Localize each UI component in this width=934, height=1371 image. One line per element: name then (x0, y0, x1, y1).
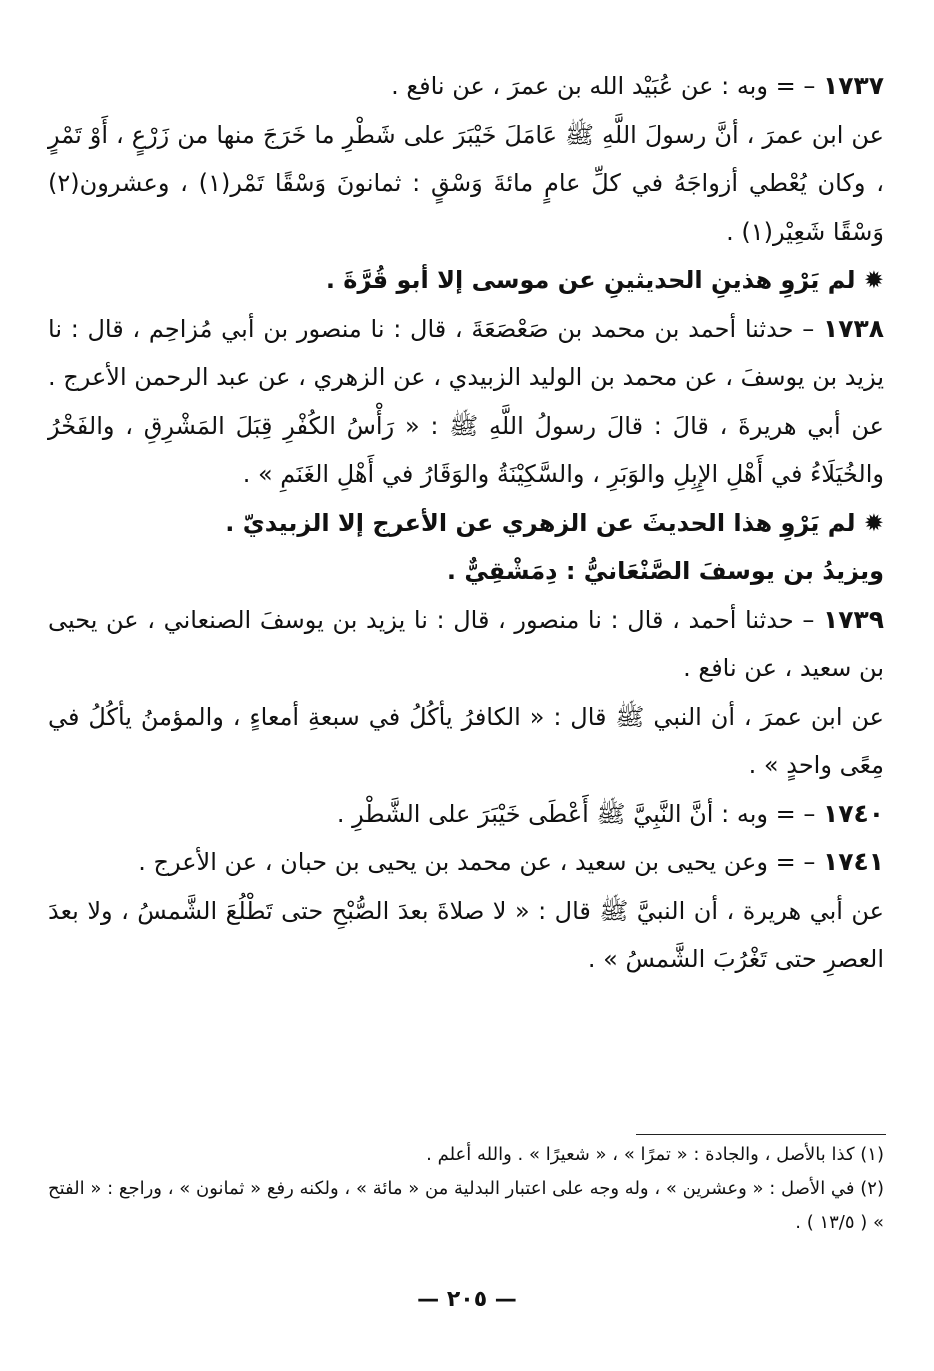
hadith-number: ١٧٣٨ (822, 313, 884, 343)
commentary-note: ويزيدُ بن يوسفَ الصَّنْعَانيُّ : دِمَشْقِيٌّ . (446, 557, 884, 585)
hadith-number: ١٧٣٩ (822, 604, 884, 634)
hadith-chain: – = وعن يحيى بن سعيد ، عن محمد بن يحيى بن حبان ، عن الأعرج . (138, 848, 823, 876)
hadith-1740-header (48, 790, 884, 839)
hadith-1741-text: عن أبي هريرة ، أن النبيَّ ﷺ قال : « لا صلاةَ بعدَ الصُّبْحِ حتى تَطْلُعَ الشَّمسُ ، ولا بعدَ العصرِ حتى تَغْرُبَ الشَّمسُ » . (48, 896, 884, 973)
page-body (48, 62, 884, 984)
hadith-chain: – حدثنا أحمد ، قال : نا منصور ، قال : نا يزيد بن يوسفَ الصنعاني ، عن يحيى بن سعيد ، عن نافع . (48, 605, 884, 682)
hadith-chain: – = وبه : أنَّ النَّبِيَّ ﷺ أَعْطَى خَيْبَرَ على الشَّطْرِ . (336, 799, 823, 828)
hadith-1737-text: عن ابن عمرَ ، أنَّ رسولَ اللَّهِ ﷺ عَامَلَ خَيْبَرَ على شَطْرِ ما خَرَجَ منها من زَرْعٍ ، أَوْ تَمْرٍ ، وكان يُعْطي أزواجَهُ في كلِّ عامٍ مائةَ وَسْقٍ : ثمانونَ وَسْقًا تَمْر(١) ، وعشرون(٢) وَسْقًا شَعِيْر(١) . (48, 120, 884, 246)
page-number: — ٢٠٥ — (417, 1287, 517, 1312)
hadith-1739-header (48, 596, 884, 693)
hadith-chain: – حدثنا أحمد بن محمد بن صَعْصَعَةَ ، قال : نا منصور بن أبي مُزاحِم ، قال : نا يزيد بن يوسفَ ، عن محمد بن الوليد الزبيدي ، عن الزهري ، عن عبد الرحمن الأعرج . (47, 314, 884, 391)
hadith-number: ١٧٤١ (822, 847, 884, 876)
commentary-note: ✹ لم يَرْوِ هذا الحديثَ عن الزهري عن الأعرج إلا الزبيديّ . (225, 508, 884, 537)
footnote-1: (١) كذا بالأصل ، والجادة : « تمرًا » ، « شعيرًا » . والله أعلم . (426, 1144, 884, 1165)
hadith-1737-header (48, 62, 884, 111)
hadith-1741-header (48, 838, 884, 887)
hadith-1738-text: عن أبي هريرةَ ، قالَ : قالَ رسولُ اللَّهِ ﷺ : « رَأْسُ الكُفْرِ قِبَلَ المَشْرِقِ ، والفَخْرُ والخُيَلَاءُ في أَهْلِ الإِبِلِ والوَبَرِ ، والسَّكِيْنَةُ والوَقَارُ في أَهْلِ الغَنَمِ » . (48, 411, 884, 488)
footnote-2: (٢) في الأصل : « وعشرين » ، وله وجه على اعتبار البدلية من « مائة » ، ولكنه رفع « ثمانون » ، وراجع : « الفتح » ( ١٣/٥ ) . (48, 1178, 884, 1233)
hadith-1738-header (48, 305, 884, 402)
hadith-number: ١٧٤٠ (822, 798, 884, 828)
footnote-separator (636, 1134, 886, 1135)
hadith-1739-text: عن ابن عمرَ ، أن النبي ﷺ قال : « الكافرُ يأكُلُ في سبعةِ أمعاءٍ ، والمؤمنُ يأكُلُ في مِعًى واحدٍ » . (48, 702, 884, 779)
commentary-note: ✹ لم يَرْوِ هذينِ الحديثينِ عن موسى إلا أبو قُرَّةَ . (325, 266, 884, 294)
footnotes (48, 1138, 884, 1240)
hadith-chain: – = وبه : عن عُبَيْد الله بن عمرَ ، عن نافع . (391, 72, 823, 100)
hadith-number: ١٧٣٧ (822, 71, 884, 100)
